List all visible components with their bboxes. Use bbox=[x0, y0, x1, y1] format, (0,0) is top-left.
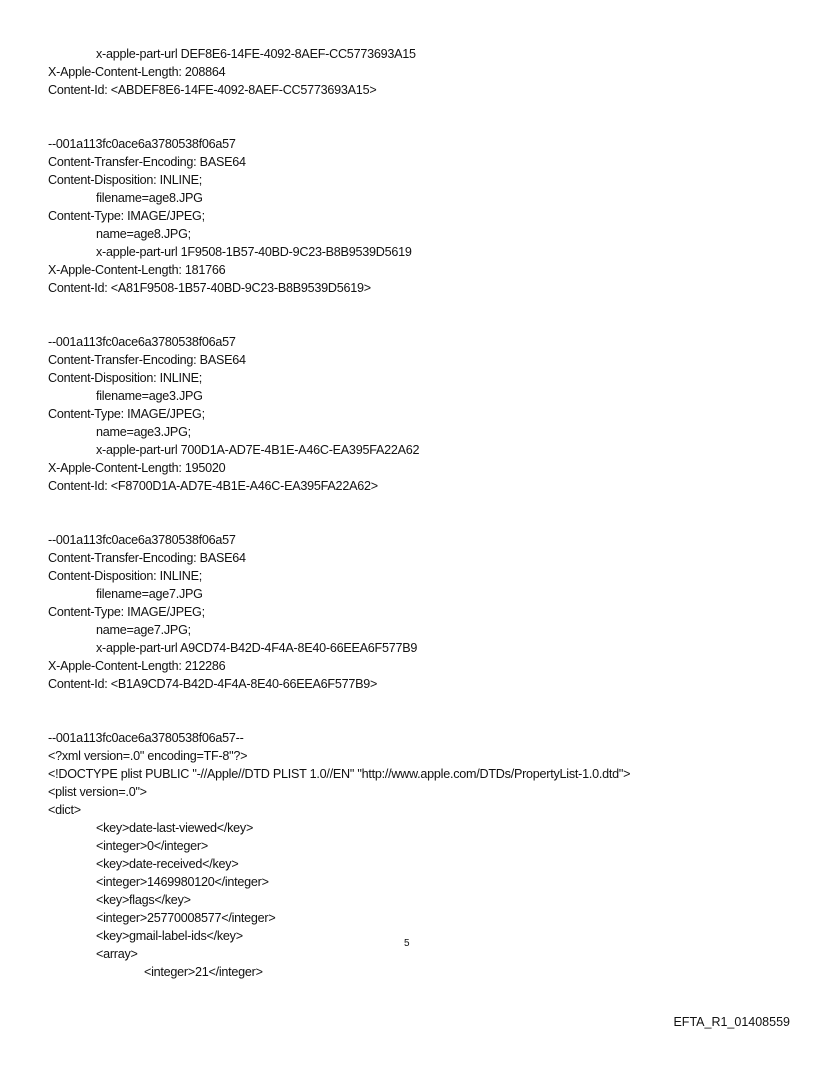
text-line: <integer>25770008577</integer> bbox=[96, 911, 276, 925]
text-line: <plist version=.0"> bbox=[48, 785, 147, 799]
text-line: Content-Transfer-Encoding: BASE64 bbox=[48, 353, 246, 367]
blank-line bbox=[48, 99, 630, 117]
text-line: X-Apple-Content-Length: 181766 bbox=[48, 263, 226, 277]
text-line: Content-Disposition: INLINE; bbox=[48, 371, 202, 385]
text-line: Content-Id: <B1A9CD74-B42D-4F4A-8E40-66EEA6F577B9> bbox=[48, 677, 378, 691]
text-line: filename=age8.JPG bbox=[96, 191, 203, 205]
text-line: X-Apple-Content-Length: 208864 bbox=[48, 65, 226, 79]
blank-line bbox=[48, 117, 630, 135]
text-line: <integer>1469980120</integer> bbox=[96, 875, 269, 889]
blank-line bbox=[48, 495, 630, 513]
text-line: name=age7.JPG; bbox=[96, 623, 191, 637]
blank-line bbox=[48, 711, 630, 729]
text-line: x-apple-part-url 1F9508-1B57-40BD-9C23-B8B9539D5619 bbox=[96, 245, 412, 259]
text-line: <integer>0</integer> bbox=[96, 839, 208, 853]
text-line: --001a113fc0ace6a3780538f06a57-- bbox=[48, 731, 244, 745]
text-line: filename=age7.JPG bbox=[96, 587, 203, 601]
text-line: Content-Id: <A81F9508-1B57-40BD-9C23-B8B9539D5619> bbox=[48, 281, 371, 295]
text-line: Content-Type: IMAGE/JPEG; bbox=[48, 407, 205, 421]
document-id-stamp: EFTA_R1_01408559 bbox=[673, 1015, 790, 1029]
text-line: filename=age3.JPG bbox=[96, 389, 203, 403]
text-line: Content-Type: IMAGE/JPEG; bbox=[48, 605, 205, 619]
text-line: <?xml version=.0" encoding=TF-8"?> bbox=[48, 749, 248, 763]
text-line: Content-Disposition: INLINE; bbox=[48, 173, 202, 187]
text-line: Content-Type: IMAGE/JPEG; bbox=[48, 209, 205, 223]
text-line: <array> bbox=[96, 947, 138, 961]
text-line: <dict> bbox=[48, 803, 81, 817]
text-line: name=age3.JPG; bbox=[96, 425, 191, 439]
blank-line bbox=[48, 693, 630, 711]
text-line: <key>date-last-viewed</key> bbox=[96, 821, 254, 835]
text-line: <key>gmail-label-ids</key> bbox=[96, 929, 243, 943]
text-line: <!DOCTYPE plist PUBLIC "-//Apple//DTD PLIST 1.0//EN" "http://www.apple.com/DTDs/PropertyList-1.0.dtd"> bbox=[48, 767, 631, 781]
text-line: X-Apple-Content-Length: 212286 bbox=[48, 659, 226, 673]
blank-line bbox=[48, 297, 630, 315]
text-line: Content-Transfer-Encoding: BASE64 bbox=[48, 155, 246, 169]
page-number: 5 bbox=[404, 938, 410, 949]
text-line: x-apple-part-url DEF8E6-14FE-4092-8AEF-CC5773693A15 bbox=[96, 47, 416, 61]
text-line: <integer>21</integer> bbox=[144, 965, 263, 979]
text-line: Content-Disposition: INLINE; bbox=[48, 569, 202, 583]
text-line: X-Apple-Content-Length: 195020 bbox=[48, 461, 226, 475]
document-body bbox=[48, 45, 630, 981]
text-line: x-apple-part-url 700D1A-AD7E-4B1E-A46C-EA395FA22A62 bbox=[96, 443, 420, 457]
text-line: <key>flags</key> bbox=[96, 893, 191, 907]
blank-line bbox=[48, 513, 630, 531]
text-line: x-apple-part-url A9CD74-B42D-4F4A-8E40-66EEA6F577B9 bbox=[96, 641, 418, 655]
text-line: --001a113fc0ace6a3780538f06a57 bbox=[48, 533, 236, 547]
text-line: Content-Transfer-Encoding: BASE64 bbox=[48, 551, 246, 565]
blank-line bbox=[48, 315, 630, 333]
text-line: <key>date-received</key> bbox=[96, 857, 239, 871]
text-line: --001a113fc0ace6a3780538f06a57 bbox=[48, 335, 236, 349]
text-line: Content-Id: <F8700D1A-AD7E-4B1E-A46C-EA395FA22A62> bbox=[48, 479, 378, 493]
text-line: --001a113fc0ace6a3780538f06a57 bbox=[48, 137, 236, 151]
text-line: name=age8.JPG; bbox=[96, 227, 191, 241]
text-line: Content-Id: <ABDEF8E6-14FE-4092-8AEF-CC5773693A15> bbox=[48, 83, 377, 97]
